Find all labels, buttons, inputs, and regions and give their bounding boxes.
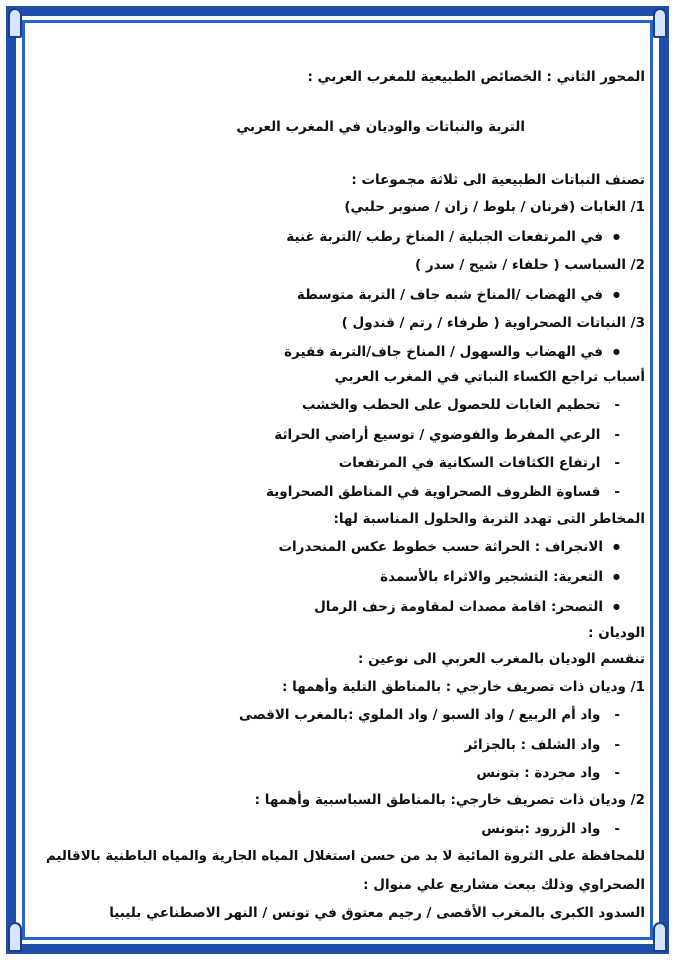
dash-line: - واد الشلف : بالجزائر [464, 736, 620, 754]
corner-ornament [8, 8, 22, 38]
bullet-line: ● في المرتفعات الجبلية / المناخ رطب /التربة غنية [286, 228, 620, 248]
lesson-title: التربة والنباتات والوديان في المغرب العربي [236, 119, 525, 135]
corner-ornament [8, 922, 22, 952]
text-line: 2/ وديان ذات تصريف خارجي: بالمناطق السباسبية وأهمها : [254, 792, 645, 808]
dash-line: - واد الزرود :بتونس [481, 820, 620, 838]
bullet-line: ● في الهضاب والسهول / المناخ جاف/التربة فقيرة [284, 343, 620, 363]
text-line: 1/ وديان ذات تصريف خارجي : بالمناطق التلية وأهمها : [282, 679, 645, 695]
bullet-line: ● التصحر: اقامة مصدات لمقاومة زحف الرمال [314, 598, 620, 618]
text-line: الصحراوي وذلك ببعث مشاريع علي منوال : [363, 877, 645, 893]
dash-line: - واد مجردة : بتونس [476, 764, 620, 782]
bullet-line: ● التعرية: التشجير والاثراء بالأسمدة [380, 568, 620, 588]
text-line: السدود الكبرى بالمغرب الأقصى / رجيم معتوق في تونس / النهر الاصطناعي بليبيا [109, 905, 645, 921]
text-line: 1/ الغابات (فرنان / بلوط / زان / صنوبر حلبي) [344, 199, 645, 215]
corner-ornament [653, 8, 667, 38]
bullet-line: ● الانجراف : الحراثة حسب خطوط عكس المنحدرات [278, 538, 620, 558]
dash-line: - الرعي المفرط والفوضوي / توسيع أراضي الحراثة [274, 426, 620, 444]
text-line: الوديان : [588, 625, 645, 641]
corner-ornament [653, 922, 667, 952]
text-line: 3/ النباتات الصحراوية ( طرفاء / رتم / قندول ) [341, 315, 645, 331]
section-heading: المحور الثاني : الخصائص الطبيعية للمغرب العربي : [307, 69, 645, 85]
text-line: 2/ السباسب ( حلفاء / شيح / سدر ) [414, 257, 645, 273]
dash-line: - ارتفاع الكثافات السكانية في المرتفعات [339, 454, 620, 472]
text-line: المخاطر التى تهدد التربة والحلول المناسبة لها: [333, 511, 645, 527]
text-line: تصنف النباتات الطبيعية الى ثلاثة مجموعات : [351, 172, 645, 188]
dash-line: - تحطيم الغابات للحصول على الحطب والخشب [302, 396, 620, 414]
text-line: تنقسم الوديان بالمغرب العربي الى نوعين : [357, 651, 645, 667]
dash-line: - واد أم الربيع / واد السبو / واد الملوي :بالمغرب الاقصى [239, 706, 620, 724]
bullet-line: ● في الهضاب /المناخ شبه جاف / التربة متوسطة [297, 286, 620, 306]
dash-line: - قساوة الظروف الصحراوية في المناطق الصحراوية [266, 483, 620, 501]
text-line: للمحافظة على الثروة المائية لا بد من حسن استغلال المياه الجارية والمياه الباطنية بالاقاليم [45, 849, 645, 864]
text-line: أسباب تراجع الكساء النباتي في المغرب العربي [334, 369, 645, 385]
